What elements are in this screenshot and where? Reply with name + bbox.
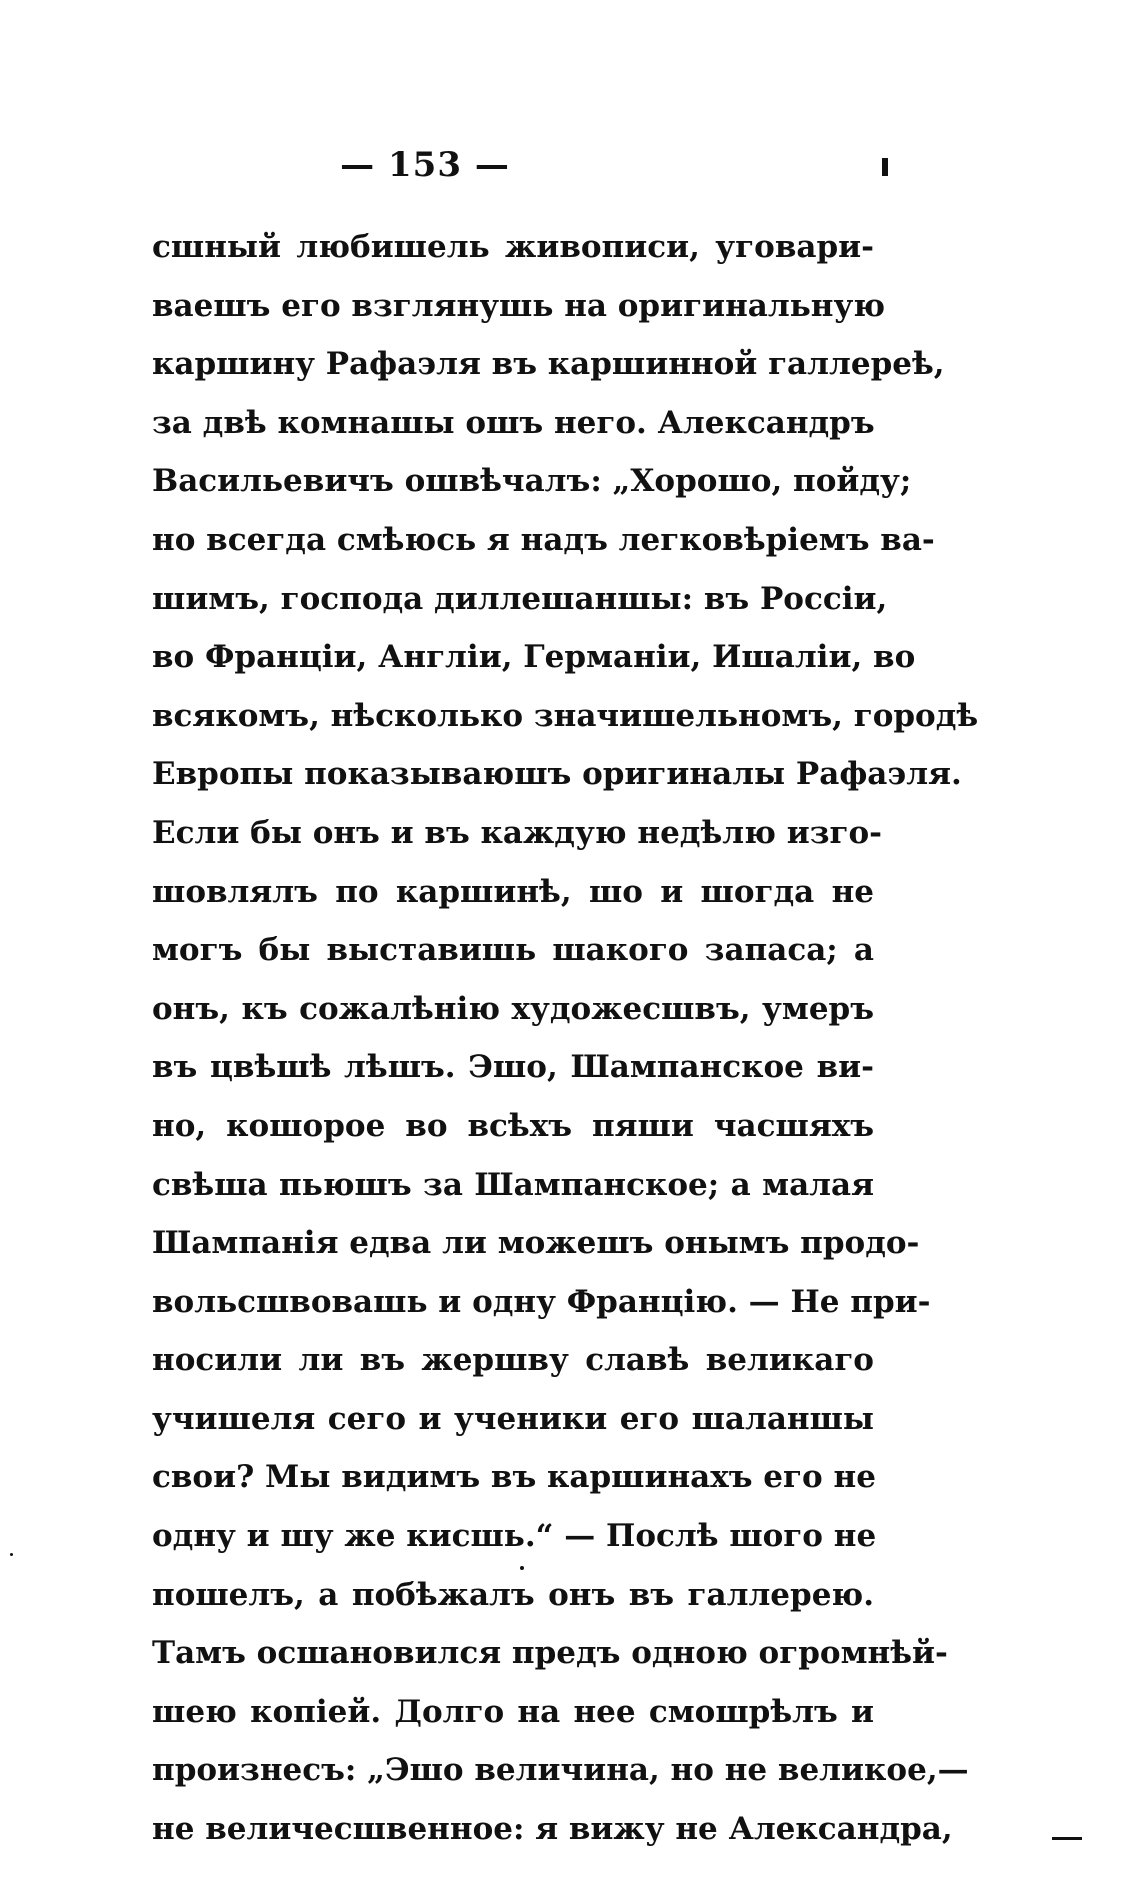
text-line: свѣша пьюшъ за Шампанское; а малая bbox=[152, 1166, 874, 1203]
text-line: Европы показываюшъ оригиналы Рафаэля. bbox=[152, 756, 962, 793]
text-line: каршину Рафаэля въ каршинной галлереѣ, bbox=[152, 346, 945, 383]
text-line: вольсшвовашь и одну Францію. — Не при- bbox=[152, 1283, 931, 1320]
text-line: Васильевичъ ошвѣчалъ: „Хорошо, пойду; bbox=[152, 463, 912, 500]
text-line: всякомъ, нѣсколько значишельномъ, городѣ bbox=[152, 697, 979, 734]
text-line: свои? Мы видимъ въ каршинахъ его не bbox=[152, 1459, 876, 1496]
margin-speck bbox=[1052, 1837, 1082, 1840]
text-line: но, кошорое во всѣхъ пяши часшяхъ bbox=[152, 1107, 874, 1144]
text-line: не величесшвенное: я вижу не Александра, bbox=[152, 1811, 953, 1848]
text-line: произнесъ: „Эшо величина, но не великое,— bbox=[152, 1752, 969, 1789]
text-line: учишеля сего и ученики его шаланшы bbox=[152, 1400, 874, 1437]
text-line: онъ, къ сожалѣнію художесшвъ, умеръ bbox=[152, 990, 874, 1027]
text-line: въ цвѣшѣ лѣшъ. Эшо, Шампанское ви- bbox=[152, 1049, 874, 1086]
text-line: Если бы онъ и въ каждую недѣлю изго- bbox=[152, 814, 883, 851]
text-line: во Франціи, Англіи, Германіи, Ишаліи, во bbox=[152, 639, 916, 676]
text-line: шовлялъ по каршинѣ, шо и шогда не bbox=[152, 873, 874, 910]
text-line: Тамъ осшановился предъ одною огромнѣй- bbox=[152, 1635, 948, 1672]
text-line: носили ли въ жершву славѣ великаго bbox=[152, 1342, 874, 1379]
text-line: шимъ, господа диллешаншы: въ Россіи, bbox=[152, 580, 888, 617]
text-line: за двѣ комнашы ошъ него. Александръ bbox=[152, 404, 875, 441]
text-line: но всегда смѣюсь я надъ легковѣріемъ ва- bbox=[152, 521, 935, 558]
text-line: ваешъ его взглянушь на оригинальную bbox=[152, 287, 886, 324]
page-number: — 153 — bbox=[340, 145, 510, 185]
text-line: пошелъ, а побѣжалъ онъ въ галлерею. bbox=[152, 1576, 874, 1613]
text-line: могъ бы выставишь шакого запаса; а bbox=[152, 932, 874, 969]
margin-speck bbox=[10, 1553, 13, 1556]
text-line: сшный любишель живописи, уговари- bbox=[152, 229, 874, 265]
margin-speck bbox=[882, 158, 888, 176]
body-text bbox=[152, 218, 979, 1859]
text-line: Шампанія едва ли можешъ онымъ продо- bbox=[152, 1225, 920, 1262]
text-line: одну и шу же кисшь.“ — Послѣ шого не bbox=[152, 1518, 877, 1555]
text-line: шею копіей. Долго на нее смошрѣлъ и bbox=[152, 1693, 874, 1730]
